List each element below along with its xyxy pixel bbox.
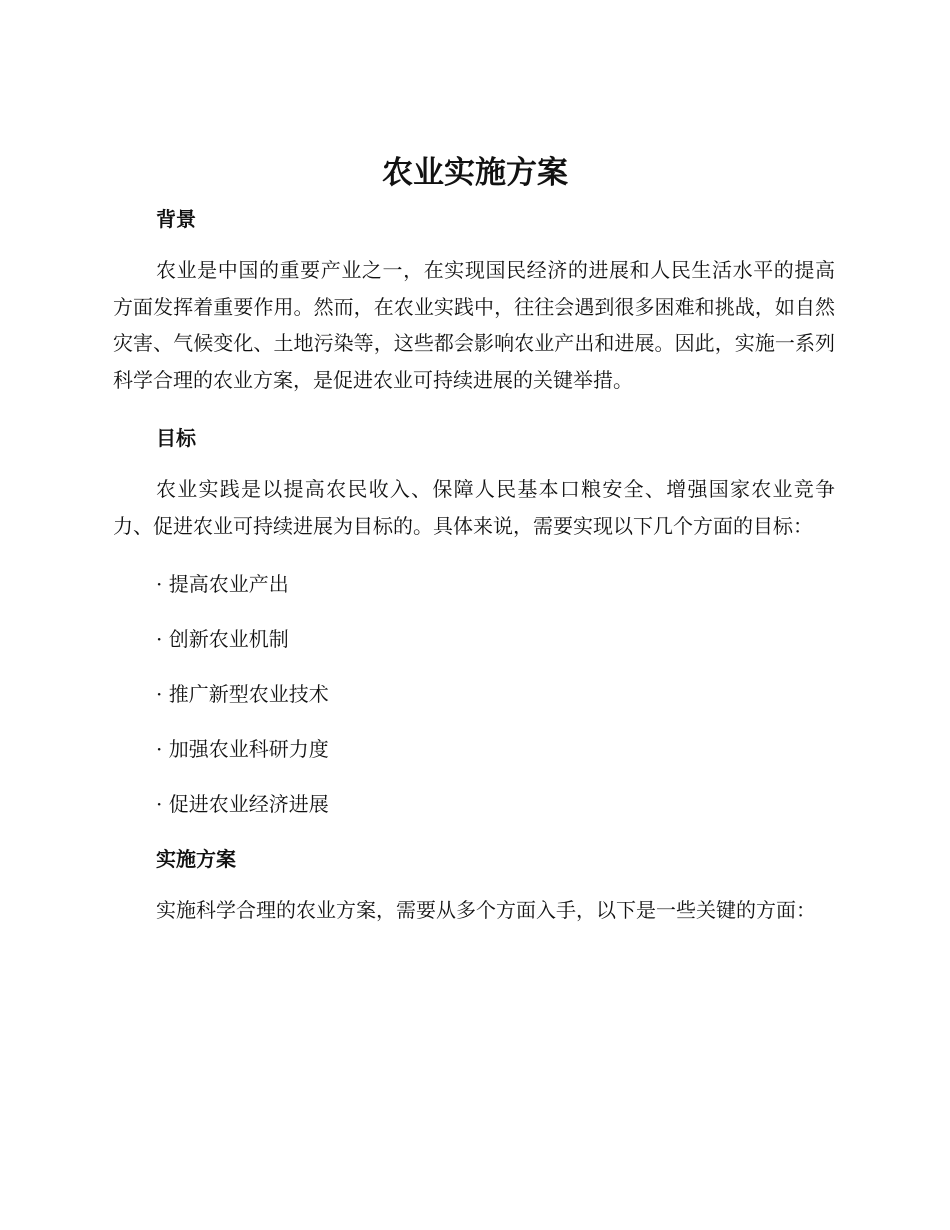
- goal-list-item: · 促进农业经济进展: [156, 792, 329, 816]
- plan-paragraph: 实施科学合理的农业方案，需要从多个方面入手，以下是一些关键的方面：: [156, 898, 816, 922]
- goal-list-item: · 加强农业科研力度: [156, 737, 329, 761]
- section-heading-background: 背景: [156, 207, 196, 231]
- section-heading-goals: 目标: [156, 426, 196, 450]
- goals-paragraph: 农业实践是以提高农民收入、保障人民基本口粮安全、增强国家农业竞争力、促进农业可持续进展为目标的。具体来说，需要实现以下几个方面的目标：: [113, 477, 835, 538]
- goal-list-item: · 提高农业产出: [156, 572, 289, 596]
- goal-list-item: · 创新农业机制: [156, 627, 289, 651]
- document-title: 农业实施方案: [382, 155, 568, 191]
- background-paragraph: 农业是中国的重要产业之一，在实现国民经济的进展和人民生活水平的提高方面发挥着重要作用。然而，在农业实践中，往往会遇到很多困难和挑战，如自然灾害、气候变化、土地污染等，这些都会影响农业产出和进展。因此，实施一系列科学合理的农业方案，是促进农业可持续进展的关键举措。: [113, 258, 835, 392]
- document-body: [113, 197, 835, 947]
- goal-list-item: · 推广新型农业技术: [156, 682, 329, 706]
- section-heading-plan: 实施方案: [156, 847, 236, 871]
